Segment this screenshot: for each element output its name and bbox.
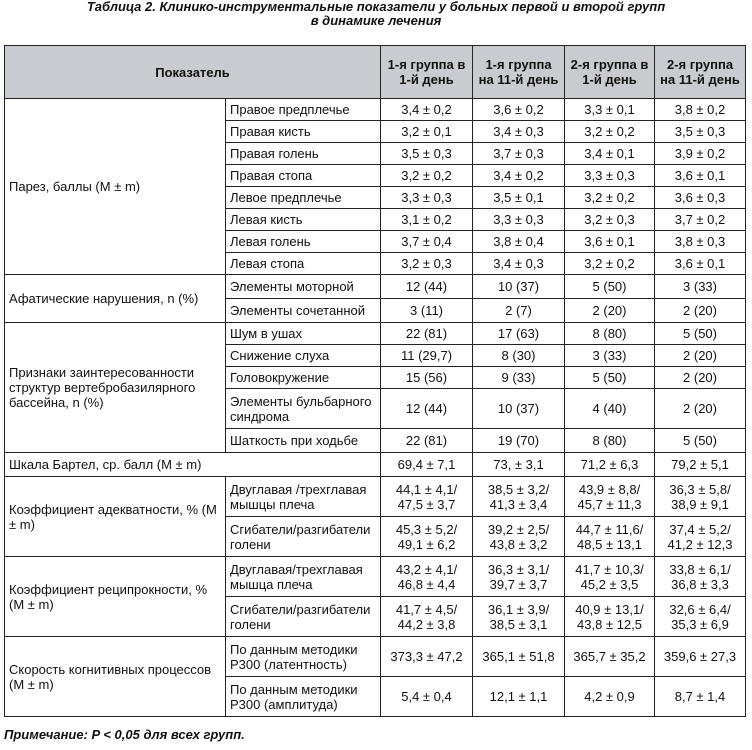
caption-line-2: в динамике лечения xyxy=(310,13,442,28)
table-row xyxy=(5,557,746,597)
value-cell: 3,3 ± 0,3 xyxy=(381,187,473,209)
group-label: Шкала Бартел, ср. балл (M ± m) xyxy=(5,453,381,477)
value-cell: 17 (63) xyxy=(473,323,565,345)
value-cell: 41,7 ± 4,5/ 44,2 ± 3,8 xyxy=(381,597,473,637)
value-cell: 3,2 ± 0,2 xyxy=(565,187,655,209)
value-cell: 3,2 ± 0,2 xyxy=(565,121,655,143)
value-cell: 39,2 ± 2,5/ 43,8 ± 3,2 xyxy=(473,517,565,557)
value-cell: 8,7 ± 1,4 xyxy=(655,677,746,717)
subindicator-cell: Двуглавая/трехглавая мышца плеча xyxy=(226,557,381,597)
value-cell: 73, ± 3,1 xyxy=(473,453,565,477)
value-cell: 2 (20) xyxy=(655,367,746,389)
value-cell: 3,8 ± 0,3 xyxy=(655,231,746,253)
table-body xyxy=(5,99,746,717)
value-cell: 3,6 ± 0,1 xyxy=(655,165,746,187)
header-indicator: Показатель xyxy=(5,46,381,99)
value-cell: 36,1 ± 3,9/ 38,5 ± 3,1 xyxy=(473,597,565,637)
subindicator-cell: По данным методики Р300 (латентность) xyxy=(226,637,381,677)
value-cell: 5 (50) xyxy=(655,429,746,453)
subindicator-cell: Элементы бульбарного синдрома xyxy=(226,389,381,429)
value-cell: 3,6 ± 0,1 xyxy=(655,253,746,275)
subindicator-cell: Двуглавая /трехглавая мышцы плеча xyxy=(226,477,381,517)
subindicator-cell: Шаткость при ходьбе xyxy=(226,429,381,453)
table-row xyxy=(5,637,746,677)
value-cell: 8 (80) xyxy=(565,323,655,345)
value-cell: 3,2 ± 0,2 xyxy=(381,165,473,187)
subindicator-cell: Правое предплечье xyxy=(226,99,381,121)
value-cell: 19 (70) xyxy=(473,429,565,453)
value-cell: 22 (81) xyxy=(381,323,473,345)
value-cell: 3,4 ± 0,1 xyxy=(565,143,655,165)
value-cell: 3,5 ± 0,3 xyxy=(381,143,473,165)
value-cell: 365,7 ± 35,2 xyxy=(565,637,655,677)
table-row xyxy=(5,477,746,517)
value-cell: 41,7 ± 10,3/ 45,2 ± 3,5 xyxy=(565,557,655,597)
value-cell: 40,9 ± 13,1/ 43,8 ± 12,5 xyxy=(565,597,655,637)
subindicator-cell: Левая голень xyxy=(226,231,381,253)
header-group1-day11: 1-я группа на 11-й день xyxy=(473,46,565,99)
value-cell: 79,2 ± 5,1 xyxy=(655,453,746,477)
value-cell: 12 (44) xyxy=(381,275,473,299)
value-cell: 33,8 ± 6,1/ 36,8 ± 3,3 xyxy=(655,557,746,597)
value-cell: 15 (56) xyxy=(381,367,473,389)
value-cell: 36,3 ± 5,8/ 38,9 ± 9,1 xyxy=(655,477,746,517)
value-cell: 10 (37) xyxy=(473,275,565,299)
value-cell: 32,6 ± 6,4/ 35,3 ± 6,9 xyxy=(655,597,746,637)
subindicator-cell: Сгибатели/разгибатели голени xyxy=(226,517,381,557)
value-cell: 2 (20) xyxy=(655,389,746,429)
subindicator-cell: Правая кисть xyxy=(226,121,381,143)
header-group2-day11: 2-я группа на 11-й день xyxy=(655,46,746,99)
value-cell: 9 (33) xyxy=(473,367,565,389)
value-cell: 3 (11) xyxy=(381,299,473,323)
subindicator-cell: Правая стопа xyxy=(226,165,381,187)
value-cell: 3,2 ± 0,3 xyxy=(381,253,473,275)
value-cell: 3,6 ± 0,1 xyxy=(565,231,655,253)
value-cell: 10 (37) xyxy=(473,389,565,429)
caption-line-1: Таблица 2. Клинико-инструментальные показатели у больных первой и второй групп xyxy=(86,0,666,14)
value-cell: 71,2 ± 6,3 xyxy=(565,453,655,477)
value-cell: 3 (33) xyxy=(655,275,746,299)
value-cell: 359,6 ± 27,3 xyxy=(655,637,746,677)
value-cell: 365,1 ± 51,8 xyxy=(473,637,565,677)
table-row xyxy=(5,323,746,345)
header-group1-day1: 1-я группа в 1-й день xyxy=(381,46,473,99)
value-cell: 36,3 ± 3,1/ 39,7 ± 3,7 xyxy=(473,557,565,597)
group-label: Признаки заинтересованности структур вертебробазилярного бассейна, n (%) xyxy=(5,323,226,453)
group-label: Скорость когнитивных процессов (M ± m) xyxy=(5,637,226,717)
value-cell: 3,2 ± 0,3 xyxy=(565,209,655,231)
value-cell: 2 (20) xyxy=(655,299,746,323)
value-cell: 3,4 ± 0,2 xyxy=(381,99,473,121)
value-cell: 11 (29,7) xyxy=(381,345,473,367)
value-cell: 373,3 ± 47,2 xyxy=(381,637,473,677)
value-cell: 44,7 ± 11,6/ 48,5 ± 13,1 xyxy=(565,517,655,557)
group-label: Афатические нарушения, n (%) xyxy=(5,275,226,323)
value-cell: 3,4 ± 0,3 xyxy=(473,121,565,143)
table-note: Примечание: P < 0,05 для всех групп. xyxy=(4,727,245,742)
value-cell: 2 (20) xyxy=(565,299,655,323)
value-cell: 3,2 ± 0,2 xyxy=(565,253,655,275)
value-cell: 3,7 ± 0,2 xyxy=(655,209,746,231)
header-row xyxy=(5,46,746,99)
value-cell: 69,4 ± 7,1 xyxy=(381,453,473,477)
value-cell: 43,2 ± 4,1/ 46,8 ± 4,4 xyxy=(381,557,473,597)
subindicator-cell: По данным методики Р300 (амплитуда) xyxy=(226,677,381,717)
subindicator-cell: Левая стопа xyxy=(226,253,381,275)
value-cell: 3,7 ± 0,4 xyxy=(381,231,473,253)
value-cell: 4 (40) xyxy=(565,389,655,429)
table-row xyxy=(5,275,746,299)
value-cell: 3,6 ± 0,3 xyxy=(655,187,746,209)
value-cell: 3,9 ± 0,2 xyxy=(655,143,746,165)
header-group2-day1: 2-я группа в 1-й день xyxy=(565,46,655,99)
value-cell: 12 (44) xyxy=(381,389,473,429)
value-cell: 45,3 ± 5,2/ 49,1 ± 6,2 xyxy=(381,517,473,557)
value-cell: 3,3 ± 0,1 xyxy=(565,99,655,121)
value-cell: 3,1 ± 0,2 xyxy=(381,209,473,231)
value-cell: 12,1 ± 1,1 xyxy=(473,677,565,717)
subindicator-cell: Сгибатели/разгибатели голени xyxy=(226,597,381,637)
value-cell: 3,6 ± 0,2 xyxy=(473,99,565,121)
value-cell: 3,4 ± 0,3 xyxy=(473,253,565,275)
value-cell: 37,4 ± 5,2/ 41,2 ± 12,3 xyxy=(655,517,746,557)
value-cell: 2 (7) xyxy=(473,299,565,323)
value-cell: 5 (50) xyxy=(565,275,655,299)
data-table xyxy=(4,45,746,717)
value-cell: 3,8 ± 0,2 xyxy=(655,99,746,121)
value-cell: 3,5 ± 0,3 xyxy=(655,121,746,143)
value-cell: 8 (80) xyxy=(565,429,655,453)
subindicator-cell: Шум в ушах xyxy=(226,323,381,345)
subindicator-cell: Снижение слуха xyxy=(226,345,381,367)
value-cell: 3,5 ± 0,1 xyxy=(473,187,565,209)
value-cell: 8 (30) xyxy=(473,345,565,367)
value-cell: 43,9 ± 8,8/ 45,7 ± 11,3 xyxy=(565,477,655,517)
subindicator-cell: Левое предплечье xyxy=(226,187,381,209)
value-cell: 44,1 ± 4,1/ 47,5 ± 3,7 xyxy=(381,477,473,517)
subindicator-cell: Элементы моторной xyxy=(226,275,381,299)
value-cell: 3,2 ± 0,1 xyxy=(381,121,473,143)
value-cell: 22 (81) xyxy=(381,429,473,453)
value-cell: 5,4 ± 0,4 xyxy=(381,677,473,717)
value-cell: 38,5 ± 3,2/ 41,3 ± 3,4 xyxy=(473,477,565,517)
subindicator-cell: Левая кисть xyxy=(226,209,381,231)
value-cell: 2 (20) xyxy=(655,345,746,367)
value-cell: 5 (50) xyxy=(655,323,746,345)
subindicator-cell: Элементы сочетанной xyxy=(226,299,381,323)
table-caption xyxy=(0,0,752,28)
value-cell: 5 (50) xyxy=(565,367,655,389)
subindicator-cell: Правая голень xyxy=(226,143,381,165)
table-row xyxy=(5,99,746,121)
value-cell: 3,3 ± 0,3 xyxy=(565,165,655,187)
value-cell: 4,2 ± 0,9 xyxy=(565,677,655,717)
group-label: Коэффициент адекватности, % (M ± m) xyxy=(5,477,226,557)
group-label: Парез, баллы (M ± m) xyxy=(5,99,226,275)
value-cell: 3,7 ± 0,3 xyxy=(473,143,565,165)
value-cell: 3,8 ± 0,4 xyxy=(473,231,565,253)
table-row xyxy=(5,453,746,477)
group-label: Коэффициент реципрокности, % (M ± m) xyxy=(5,557,226,637)
value-cell: 3 (33) xyxy=(565,345,655,367)
value-cell: 3,3 ± 0,3 xyxy=(473,209,565,231)
value-cell: 3,4 ± 0,2 xyxy=(473,165,565,187)
subindicator-cell: Головокружение xyxy=(226,367,381,389)
